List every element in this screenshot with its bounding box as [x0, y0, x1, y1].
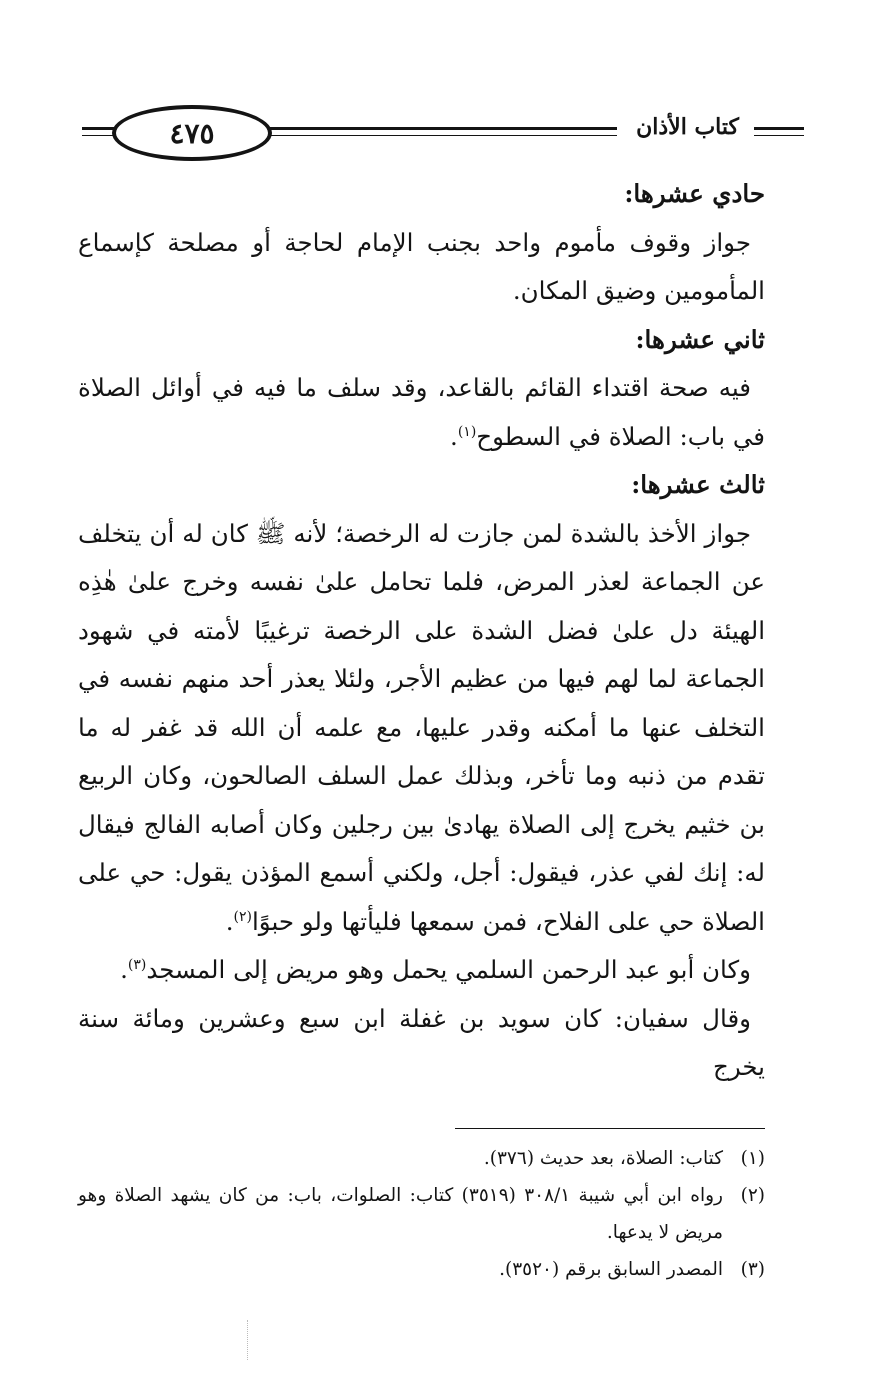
footnote-number: (٢) — [740, 1185, 765, 1206]
footnote-2 — [78, 1177, 765, 1251]
paragraph-sulami-text: وكان أبو عبد الرحمن السلمي يحمل وهو مريض إلى المسجد — [146, 955, 751, 984]
page-header — [82, 105, 804, 165]
footnote-separator — [455, 1128, 765, 1129]
paragraph-sulami-end: . — [120, 955, 128, 984]
paragraph-thirteenth-end: . — [225, 906, 234, 936]
header-rule-middle-thin — [267, 135, 617, 136]
paragraph-twelfth — [78, 364, 765, 461]
heading-eleventh: حادي عشرها: — [624, 179, 765, 208]
header-rule-right-thin — [754, 135, 804, 136]
paragraph-thirteenth-text: جواز الأخذ بالشدة لمن جازت له الرخصة؛ لأنه ﷺ كان له أن يتخلف عن الجماعة لعذر المرض، فلما تحامل علىٰ نفسه وخرج علىٰ هٰذِه الهيئة دل علىٰ فضل الشدة على الرخصة ترغيبًا لأمته في شهود الجماعة لما لهم فيها من عظيم الأجر، ولئلا يعذر أحد منهم نفسه في التخلف عنها ما أمكنه وقدر عليها، مع علمه أن الله قد غفر له ما تقدم من ذنبه وما تأخر، وبذلك عمل السلف الصالحون، وكان الربيع بن خثيم يخرج إلى الصلاة يهادىٰ بين رجلين وكان أصابه الفالج فيقال له: إنك لفي عذر، فيقول: أجل، ولكني أسمع المؤذن يقول: حي على الصلاة حي على الفلاح، فمن سمعها فليأتها ولو حبوًا — [78, 518, 765, 936]
heading-twelfth: ثاني عشرها: — [635, 324, 765, 354]
paragraph-thirteenth — [78, 510, 765, 947]
footnote-ref-2: (٢) — [233, 908, 252, 925]
paragraph-twelfth-end: . — [450, 421, 458, 451]
footnote-ref-3: (٣) — [127, 956, 147, 973]
paragraph-twelfth-text: فيه صحة اقتداء القائم بالقاعد، وقد سلف ما فيه في أوائل الصلاة في باب: الصلاة في السطوح — [78, 373, 765, 451]
running-head: كتاب الأذان — [636, 114, 739, 140]
page-number-oval — [112, 105, 272, 161]
footnote-text: رواه ابن أبي شيبة ٣٠٨/١ (٣٥١٩) كتاب: الصلوات، باب: من كان يشهد الصلاة وهو مريض لا يدعها. — [78, 1185, 723, 1243]
header-rule-right — [754, 127, 804, 130]
heading-thirteenth: ثالث عشرها: — [631, 470, 765, 499]
footnote-1 — [78, 1140, 765, 1177]
footnote-text: كتاب: الصلاة، بعد حديث (٣٧٦). — [483, 1148, 723, 1169]
header-rule-middle — [267, 127, 617, 130]
page-number: ٤٧٥ — [169, 116, 215, 150]
main-text — [78, 170, 765, 1092]
footnote-text: المصدر السابق برقم (٣٥٢٠). — [499, 1259, 723, 1280]
footnote-3 — [78, 1251, 765, 1288]
paragraph-sulami — [78, 946, 765, 995]
paragraph-sufyan: وقال سفيان: كان سويد بن غفلة ابن سبع وعشرين ومائة سنة يخرج — [78, 1003, 765, 1081]
paragraph-eleventh: جواز وقوف مأموم واحد بجنب الإمام لحاجة أو مصلحة كإسماع المأمومين وضيق المكان. — [78, 227, 765, 305]
footnote-number: (٣) — [740, 1259, 765, 1280]
footnote-number: (١) — [740, 1148, 765, 1169]
footnotes — [78, 1140, 765, 1288]
scan-mark — [247, 1320, 248, 1360]
footnote-ref-1: (١) — [457, 423, 477, 440]
